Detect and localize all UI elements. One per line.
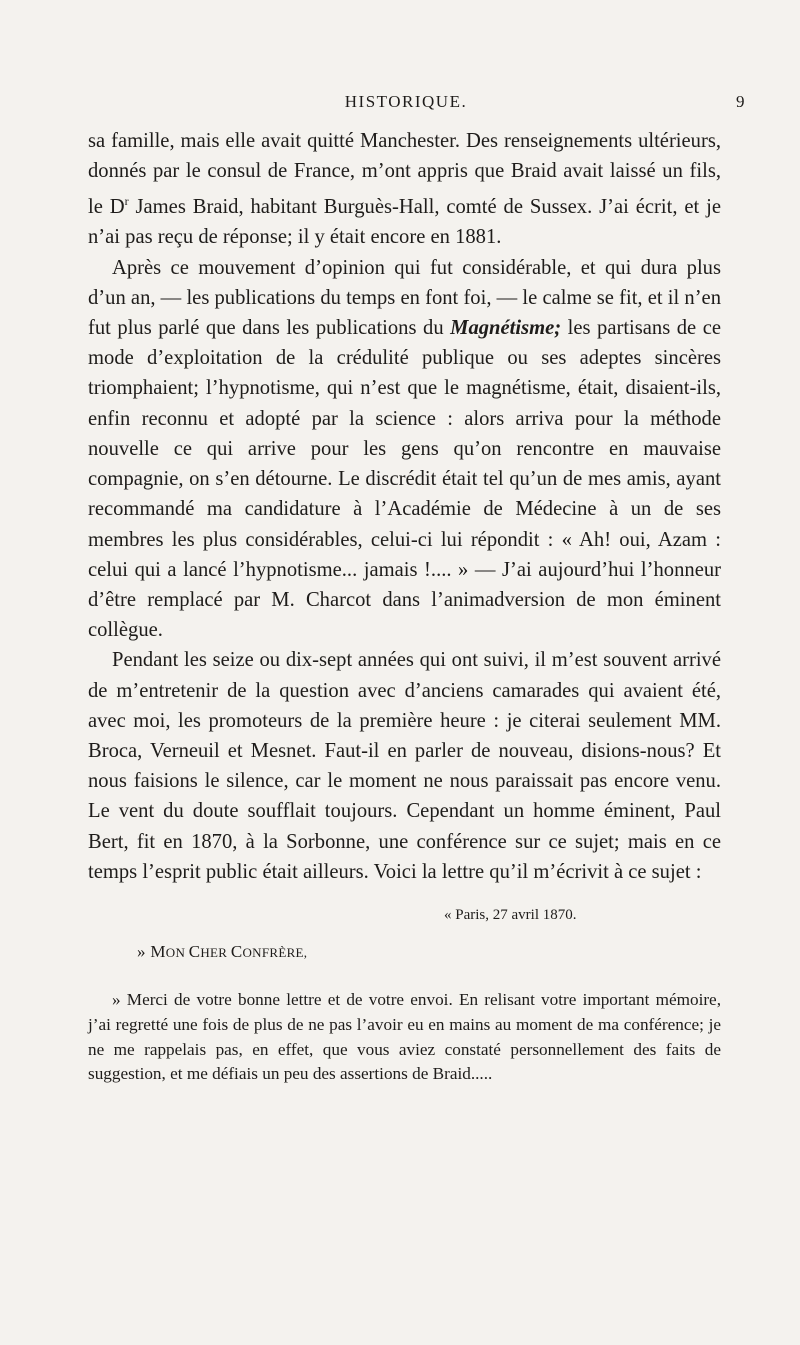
running-header (0, 92, 800, 116)
main-text (88, 126, 721, 887)
superscript-r: r (124, 194, 129, 209)
paragraph-3: Pendant les seize ou dix-sept années qui ont suivi, il m’est souvent arrivé de m’entretenir de la question avec d’anciens camarades qui avaient été, avec moi, les promoteurs de la première heure : je citerai seulement MM. Broca, Verneuil et Mesnet. Faut-il en parler de nouveau, disions-nous? Et nous faisions le silence, car le moment ne nous paraissait pas encore venu. Le vent du doute soufflait toujours. Cependant un homme éminent, Paul Bert, fit en 1870, à la Sorbonne, une conférence sur ce sujet; mais en ce temps l’esprit public était ailleurs. Voici la lettre qu’il m’écrivit à ce sujet : (88, 649, 721, 883)
paragraph-2: Après ce mouvement d’opinion qui fut considérable, et qui dura plus d’un an, — les publications du temps en font foi, — le calme se fit, et il n’en fut plus parlé que dans les publications du Magnétisme; les partisans de ce mode d’exploitation de la crédulité publique ou ses adeptes sincères triomphaient; l’hypnotisme, qui n’est que le magnétisme, était, disaient-ils, enfin reconnu et adopté par la science : alors arriva pour la méthode nouvelle ce qui arrive pour les gens qu’on rencontre en mauvaise compagnie, on s’en détourne. Le discrédit était tel qu’un de mes amis, ayant recommandé ma candidature à l’Académie de Médecine à un de ses membres les plus considérables, celui-ci lui répondit : « Ah! oui, Azam : celui qui a lancé l’hypnotisme... jamais !.... » — J’ai aujourd’hui l’honneur d’être remplacé par M. Charcot dans l’animadversion de mon éminent collègue. (88, 256, 721, 642)
emphasis-magnetisme: Magnétisme; (450, 317, 562, 340)
letter-body (88, 988, 721, 1087)
letter-paragraph: » Merci de votre bonne lettre et de votre envoi. En relisant votre important mémoire, j’ai regretté une fois de plus de ne pas l’avoir eu en mains au moment de ma conférence; je ne me rappelais pas, en effet, que vous aviez constaté personnellement des faits de suggestion, et me défiais un peu des assertions de Braid..... (88, 990, 721, 1084)
running-title: HISTORIQUE. (344, 92, 468, 111)
letter-date: « Paris, 27 avril 1870. (444, 907, 577, 923)
letter-salutation: » MON CHER CONFRÈRE, (137, 942, 308, 961)
paragraph-1: sa famille, mais elle avait quitté Manchester. Des renseignements ultérieurs, donnés par le consul de France, m’ont appris que Braid avait laissé un fils, le $D^r$ James Braid, habitant Burguès-Hall, comté de Sussex. J’ai écrit, et je n’ai pas reçu de réponse; il y était encore en 1881. (88, 130, 721, 249)
page-number: 9 (736, 92, 745, 111)
